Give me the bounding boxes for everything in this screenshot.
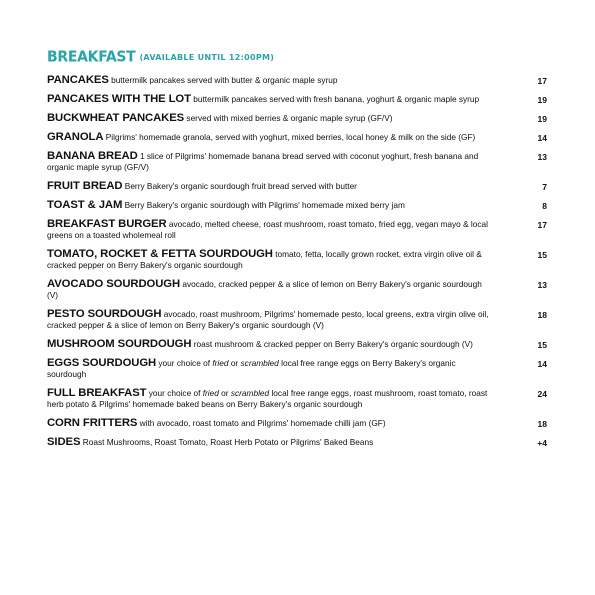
section-subtitle: (AVAILABLE UNTIL 12:00PM) — [139, 53, 275, 62]
item-price: 13 — [537, 152, 547, 162]
menu-item-corn-fritters — [47, 418, 550, 429]
item-description: tomato, fetta, locally grown rocket, extra virgin olive oil & cracked pepper on Berry Bakery's organic sourdough — [47, 249, 482, 270]
item-price: 15 — [537, 250, 547, 260]
menu-item-buckwheat-pancakes — [47, 113, 550, 124]
item-name: BANANA BREAD — [47, 150, 138, 162]
item-option-fried: fried — [202, 388, 219, 398]
item-description: roast mushroom & cracked pepper on Berry Bakery's organic sourdough (V) — [193, 339, 473, 349]
breakfast-menu — [47, 47, 550, 456]
item-name: FRUIT BREAD — [47, 180, 123, 192]
menu-item-toast-and-jam — [47, 200, 550, 211]
item-price: 14 — [537, 133, 547, 143]
menu-item-tomato-rocket-fetta-sourdough — [47, 249, 550, 271]
item-option-scrambled: scrambled — [240, 358, 279, 368]
item-price: 18 — [537, 419, 547, 429]
item-description: local free range eggs on Berry Bakery's organic sourdough — [47, 358, 456, 379]
item-price: 18 — [537, 310, 547, 320]
item-option-separator: or — [230, 358, 239, 368]
item-price: 17 — [537, 220, 547, 230]
menu-item-banana-bread — [47, 151, 550, 173]
menu-item-sides — [47, 437, 550, 448]
item-name: FULL BREAKFAST — [47, 387, 147, 399]
item-name: BUCKWHEAT PANCAKES — [47, 112, 185, 124]
item-description: Berry Bakery's organic sourdough fruit bread served with butter — [124, 181, 357, 191]
item-name: EGGS SOURDOUGH — [47, 357, 157, 369]
item-name: PANCAKES WITH THE LOT — [47, 93, 191, 105]
item-description: avocado, cracked pepper & a slice of lemon on Berry Bakery's organic sourdough (V) — [47, 279, 482, 300]
item-description: Pilgrims' homemade granola, served with yoghurt, mixed berries, local honey & milk on the side (GF) — [105, 132, 476, 142]
item-name: MUSHROOM SOURDOUGH — [47, 338, 192, 350]
item-name: TOMATO, ROCKET & FETTA SOURDOUGH — [47, 248, 273, 260]
item-description: Berry Bakery's organic sourdough with Pilgrims' homemade mixed berry jam — [124, 200, 405, 210]
menu-item-mushroom-sourdough — [47, 339, 550, 350]
menu-item-pesto-sourdough — [47, 309, 550, 331]
item-option-scrambled: scrambled — [230, 388, 270, 398]
item-price: 7 — [542, 182, 547, 192]
item-name: BREAKFAST BURGER — [47, 218, 167, 230]
item-description: buttermilk pancakes served with butter & organic maple syrup — [111, 75, 338, 85]
item-price: 19 — [537, 95, 547, 105]
item-price: +4 — [537, 438, 547, 448]
item-price: 13 — [537, 280, 547, 290]
menu-item-eggs-sourdough — [47, 358, 550, 380]
item-price: 24 — [537, 389, 547, 399]
menu-item-granola — [47, 132, 550, 143]
item-description-intro: your choice of — [148, 388, 201, 398]
item-description: with avocado, roast tomato and Pilgrims' homemade chilli jam (GF) — [139, 418, 386, 428]
item-description: Roast Mushrooms, Roast Tomato, Roast Herb Potato or Pilgrims' Baked Beans — [82, 437, 374, 447]
item-name: PANCAKES — [47, 74, 109, 86]
menu-item-pancakes-with-the-lot — [47, 94, 550, 105]
item-name: PESTO SOURDOUGH — [47, 308, 162, 320]
item-description: avocado, roast mushroom, Pilgrims' homemade pesto, local greens, extra virgin olive oil, cracked pepper & a slice of lemon on Berry Bakery's organic sourdough (V) — [47, 309, 489, 330]
item-description: served with mixed berries & organic maple syrup (GF/V) — [186, 113, 393, 123]
menu-item-breakfast-burger — [47, 219, 550, 241]
item-description: buttermilk pancakes served with fresh banana, yoghurt & organic maple syrup — [193, 94, 480, 104]
item-description: 1 slice of Pilgrims' homemade banana bread served with coconut yoghurt, fresh banana and organic maple syrup (GF/V) — [47, 151, 479, 172]
item-price: 8 — [542, 201, 547, 211]
item-description: local free range eggs, roast mushroom, roast tomato, roast herb potato & Pilgrims' homemade baked beans on Berry Bakery's organic sourdough — [47, 388, 488, 409]
menu-item-avocado-sourdough — [47, 279, 550, 301]
item-description-intro: your choice of — [158, 358, 211, 368]
item-price: 15 — [537, 340, 547, 350]
item-name: TOAST & JAM — [47, 199, 123, 211]
item-price: 14 — [537, 359, 547, 369]
item-description: avocado, melted cheese, roast mushroom, roast tomato, fried egg, vegan mayo & local greens on a toasted wholemeal roll — [47, 219, 488, 240]
menu-item-full-breakfast — [47, 388, 550, 410]
item-price: 19 — [537, 114, 547, 124]
menu-item-pancakes — [47, 75, 550, 86]
item-name: SIDES — [47, 436, 81, 448]
item-price: 17 — [537, 76, 547, 86]
item-option-separator: or — [221, 388, 229, 398]
section-title: BREAKFAST — [47, 48, 136, 66]
section-header — [47, 47, 550, 67]
item-option-fried: fried — [212, 358, 229, 368]
item-name: CORN FRITTERS — [47, 417, 138, 429]
item-name: GRANOLA — [47, 131, 104, 143]
item-name: AVOCADO SOURDOUGH — [47, 278, 181, 290]
menu-item-fruit-bread — [47, 181, 550, 192]
